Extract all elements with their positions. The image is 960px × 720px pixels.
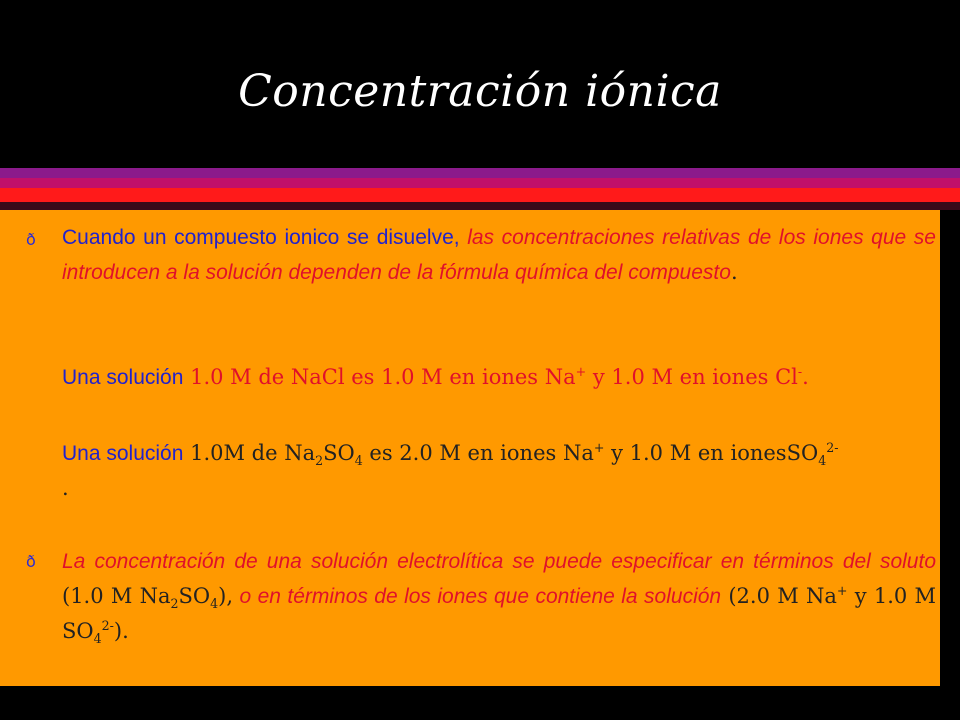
- slide-title: Concentración iónica: [238, 66, 722, 117]
- stripe-dark: [0, 202, 960, 210]
- stripe-red: [0, 188, 960, 202]
- bullet-arrow-icon: ð: [26, 230, 36, 249]
- paragraph-3: Una solución 1.0M de $Na_2SO_4$ es 2.0 M en iones Na+ y 1.0 M en ionesSO$_4^{2-}$ .: [62, 440, 839, 501]
- title-bar: [0, 0, 960, 168]
- paragraph-1: Cuando un compuesto ionico se disuelve, las concentraciones relativas de los iones que se introducen a la solución dependen de la fórmula química del compuesto.: [62, 226, 936, 285]
- paragraph-4: La concentración de una solución electrolítica se puede especificar en términos del soluto (1.0 M $Na_2SO_4$), o en términos de los iones que contiene la solución (2.0 M Na+ y 1.0 M $SO_4^{2-}$).: [62, 550, 937, 647]
- stripe-purple: [0, 168, 960, 178]
- paragraph-2: Una solución 1.0 M de NaCl es 1.0 M en iones Na+ y 1.0 M en iones Cl-.: [62, 364, 809, 389]
- bottom-bar: [0, 686, 960, 720]
- stripe-magenta: [0, 178, 960, 188]
- content-panel: [0, 210, 940, 686]
- bullet-arrow-icon: ð: [26, 552, 36, 571]
